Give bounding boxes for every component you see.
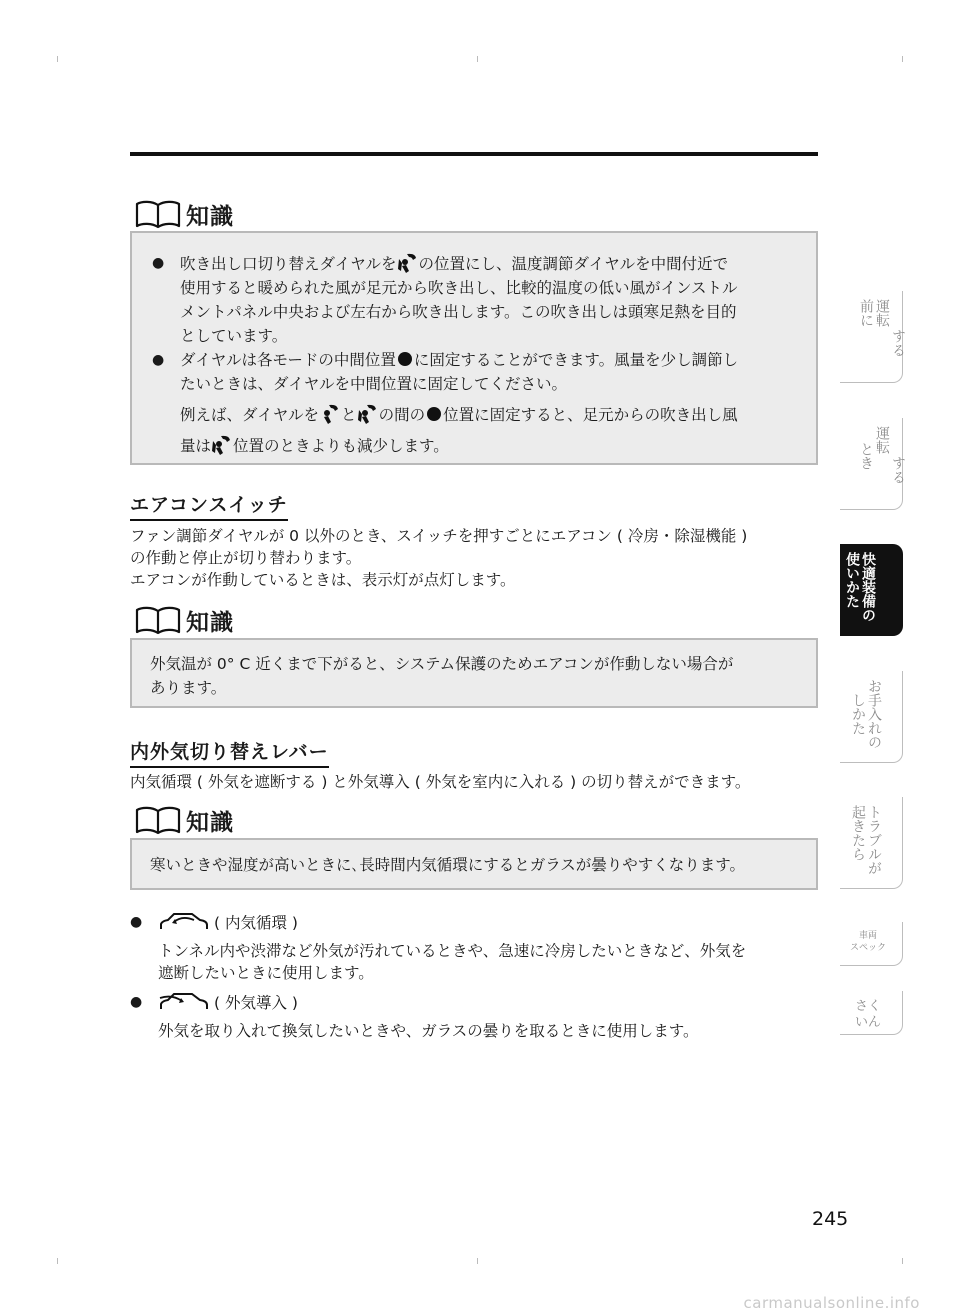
recirculation-label: ( 内気循環 ): [214, 914, 298, 932]
box1-text: としています。: [180, 327, 288, 345]
box1-text: と: [341, 406, 357, 424]
watermark: carmanualsonline.info: [743, 1294, 920, 1312]
body-line: 外気を取り入れて換気したいときや、ガラスの曇りを取るときに使用します。: [158, 1022, 699, 1040]
crop-mark: [57, 56, 58, 62]
book-icon: [134, 605, 182, 635]
box1-text: に固定することができます。風量を少し調節し: [413, 351, 739, 369]
box1-text: ダイヤルは各モードの中間位置: [180, 351, 396, 369]
tab-label: 起きたら: [850, 805, 866, 861]
knowledge-label: 知識: [186, 203, 234, 230]
fresh-air-label: ( 外気導入 ): [214, 994, 298, 1012]
bullet-icon: ●: [152, 352, 165, 368]
knowledge-box: [130, 838, 818, 890]
crop-mark: [477, 56, 478, 62]
box2-text: 外気温が 0° C 近くまで下がると、システム保護のためエアコンが作動しない場合が: [150, 655, 734, 673]
box3-text: 寒いときや湿度が高いときに､長時間内気循環にするとガラスが曇りやすくなります。: [150, 856, 746, 874]
tab-label: しかた: [850, 693, 866, 735]
list-item: [152, 348, 796, 458]
tab-label: いん: [854, 1015, 881, 1030]
crop-mark: [57, 1258, 58, 1264]
box1-text: たいときは、ダイヤルを中間位置に固定してください。: [180, 375, 568, 393]
recirculation-description: [158, 940, 746, 984]
crop-mark: [477, 1258, 478, 1264]
tab-label: 運転: [874, 426, 890, 454]
list-item: [130, 910, 298, 934]
tab-label-stack: [840, 999, 896, 1031]
body-line: ファン調節ダイヤルが 0 以外のとき、スイッチを押すごとにエアコン ( 冷房・除湿機能 ): [130, 527, 748, 545]
box1-text: 使用すると暖められた風が足元から吹き出し、比較的温度の低い風がインストル: [180, 279, 738, 297]
vent-face-icon: [319, 402, 341, 426]
tab-label-stack: [840, 930, 896, 954]
knowledge-label: 知識: [186, 609, 234, 636]
box1-text: 例えば、ダイヤルを: [180, 406, 320, 424]
tab-comfort-equipment[interactable]: [840, 544, 903, 636]
box2-text: あります。: [150, 679, 227, 697]
tab-troubleshooting[interactable]: [840, 797, 903, 889]
knowledge-label: 知識: [186, 809, 234, 836]
tab-index[interactable]: [840, 991, 903, 1035]
vent-floor-face-icon: [211, 433, 233, 457]
bullet-icon: ●: [130, 914, 143, 930]
vent-floor-face-icon: [397, 251, 419, 275]
tab-label: する: [890, 442, 906, 484]
aircon-body: [130, 525, 830, 591]
knowledge-heading: [134, 602, 234, 638]
tab-specifications[interactable]: [840, 922, 903, 966]
fresh-air-description: [158, 1020, 699, 1042]
tab-label: 快適装備の: [860, 552, 876, 622]
tab-label: さく: [854, 999, 881, 1014]
tab-label: 運転: [874, 299, 890, 327]
tab-label: 使いかた: [844, 552, 860, 608]
book-icon: [134, 805, 182, 835]
page-number: 245: [812, 1208, 849, 1230]
lever-body: [130, 771, 830, 793]
body-line: トンネル内や渋滞など外気が汚れているときや、急速に冷房したいときなど、外気を: [158, 942, 747, 960]
bullet-icon: ●: [152, 255, 165, 271]
body-line: 内気循環 ( 外気を遮断する ) と外気導入 ( 外気を室内に入れる ) の切り替えができます。: [130, 773, 751, 791]
section-title-lever: 内外気切り替えレバー: [130, 737, 329, 768]
recirculation-icon: [158, 910, 210, 934]
tab-when-driving[interactable]: [840, 418, 906, 510]
list-item: [130, 990, 298, 1014]
knowledge-heading: [134, 802, 234, 838]
tab-label: する: [890, 315, 906, 357]
body-line: エアコンが作動しているときは、表示灯が点灯します。: [130, 571, 516, 589]
tab-label: 前に: [858, 299, 874, 327]
box1-text: メントパネル中央および左右から吹き出します。この吹き出しは頭寒足熱を目的: [180, 303, 737, 321]
box1-text: 位置に固定すると、足元からの吹き出し風: [443, 406, 738, 424]
box1-text: 量は: [180, 437, 212, 455]
crop-mark: [902, 56, 903, 62]
position-dot-icon: [398, 352, 412, 366]
tab-label: お手入れの: [866, 679, 882, 749]
knowledge-box: [130, 638, 818, 708]
box1-text: 吹き出し口切り替えダイヤルを: [180, 255, 397, 273]
box1-text: の位置にし、温度調節ダイヤルを中間付近で: [418, 255, 729, 273]
fresh-air-icon: [158, 990, 210, 1014]
body-line: 遮断したいときに使用します。: [158, 964, 374, 982]
crop-mark: [902, 1258, 903, 1264]
vent-floor-face-icon: [357, 402, 379, 426]
knowledge-box: [130, 231, 818, 465]
book-icon: [134, 199, 182, 229]
tab-label: トラブルが: [866, 805, 882, 875]
tab-label: とき: [858, 442, 874, 470]
tab-before-driving[interactable]: [840, 291, 906, 383]
knowledge-heading: [134, 196, 234, 232]
bullet-icon: ●: [130, 994, 143, 1010]
tab-maintenance[interactable]: [840, 671, 903, 763]
position-dot-icon: [427, 407, 441, 421]
tab-label: 車両: [858, 931, 877, 941]
header-rule: [130, 152, 818, 156]
section-title-aircon: エアコンスイッチ: [130, 490, 288, 521]
box1-text: の間の: [378, 406, 426, 424]
list-item: [152, 251, 796, 348]
body-line: の作動と停止が切り替わります。: [130, 549, 362, 567]
box1-text: 位置のときよりも減少します。: [233, 437, 449, 455]
tab-label: スペック: [849, 943, 886, 953]
